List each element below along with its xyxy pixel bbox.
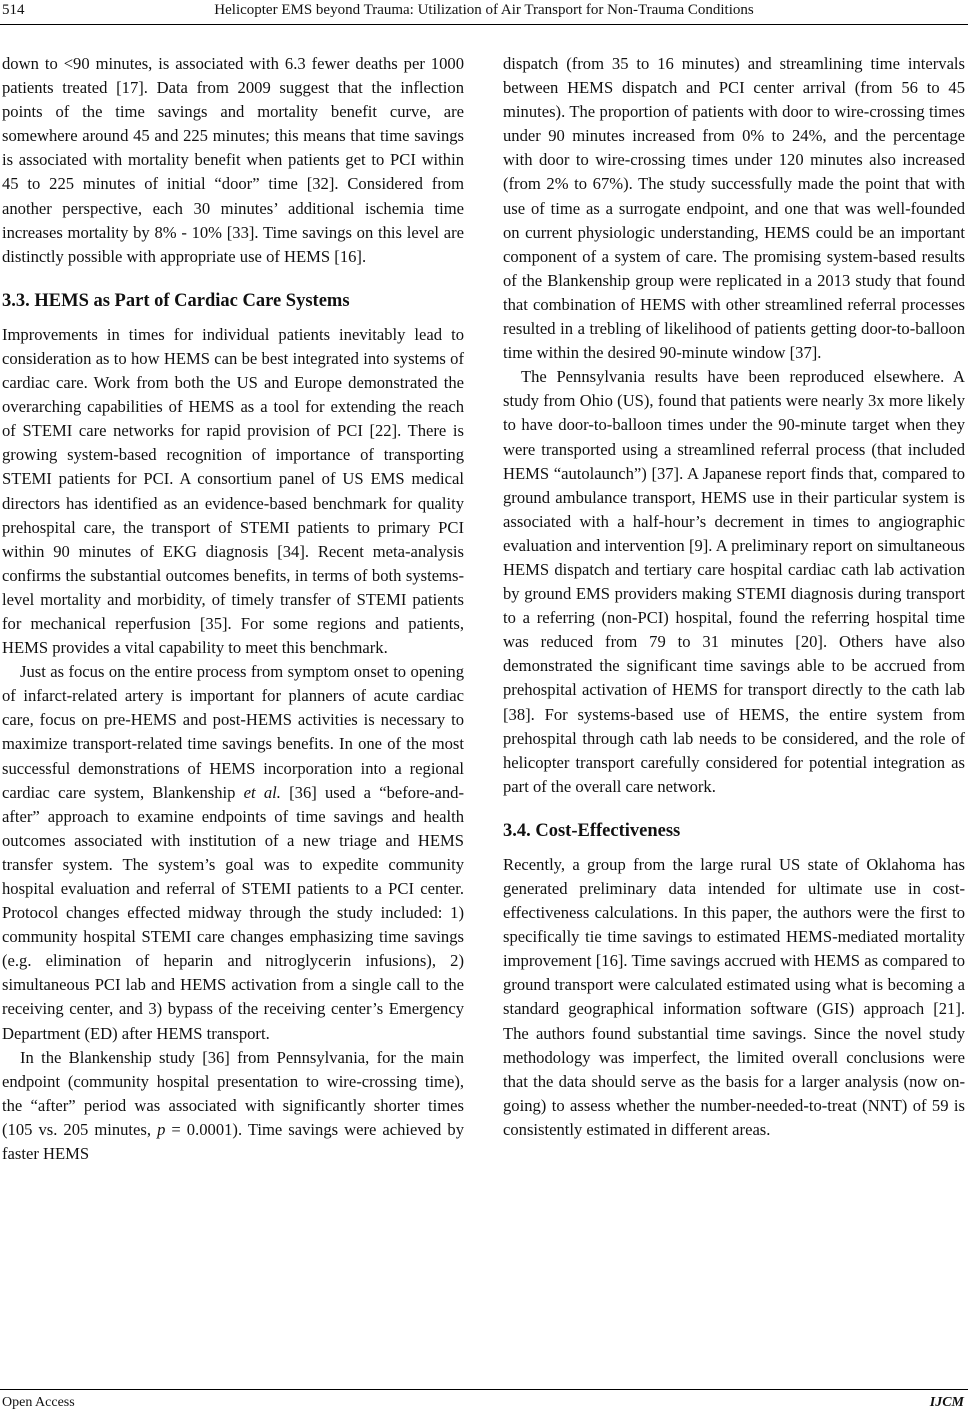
right-paragraph-2: The Pennsylvania results have been reproduced elsewhere. A study from Ohio (US), found that patients were nearly 3x more likely to have door-to-balloon times under the 90-minute target when they were transported using a streamlined referral process (that included HEMS “autolaunch”) [37]. A Japanese report finds that, compared to ground ambulance transport, HEMS use in their particular system is associated with a half-hour’s decrement in times to angiographic evaluation and intervention [9]. A preliminary report on simultaneous HEMS dispatch and tertiary care hospital cardiac cath lab activation by ground EMS providers making STEMI diagnosis during transport to a referring (non-PCI) hospital, found the referring hospital time was reduced from 79 to 31 minutes [20]. Others have also demonstrated the significant time savings able to be accrued from prehospital activation of HEMS for transport directly to the cath lab [38]. For systems-based use of HEMS, the entire system from prehospital through cath lab needs to be considered, and the role of helicopter transport carefully considered for potential integration as part of the overall care network. [503, 367, 965, 796]
section-heading-3-4: 3.4. Cost-Effectiveness [503, 820, 681, 841]
journal-abbreviation: IJCM [929, 1395, 964, 1410]
running-title: Helicopter EMS beyond Trauma: Utilization of Air Transport for Non-Trauma Conditions [214, 2, 754, 18]
page-number: 514 [2, 2, 25, 18]
left-paragraph-3-italic: et al. [243, 782, 281, 802]
left-paragraph-3-text: Just as focus on the entire process from symptom onset to opening of infarct-related artery is important for planners of acute cardiac care, focus on pre-HEMS and post-HEMS activities is necessary to maximize transport-related time savings benefits. In one of the most successful demonstrations of HEMS incorporation into a regional cardiac care system, Blankenship [2, 662, 464, 802]
left-paragraph-4-rest: = 0.0001). Time savings were achieved by faster HEMS [2, 1119, 464, 1164]
right-paragraph-1: dispatch (from 35 to 16 minutes) and streamlining time intervals between HEMS dispatch and PCI center arrival (from 56 to 45 minutes). The proportion of patients with door to wire-crossing times under 90 minutes increased from 0% to 24%, and the percentage with door to wire-crossing times under 120 minutes also increased (from 2% to 67%). The study successfully made the point that with use of time as a surrogate endpoint, and one that was well-founded on current physiologic understanding, HEMS could be an important component of a system of care. The promising system-based results of the Blankenship group were replicated in a 2013 study that found that combination of HEMS with other streamlined referral processes resulted in a trebling of likelihood of patients getting door-to-balloon time within the desired 90-minute window [37]. [503, 54, 965, 363]
page-footer [0, 1393, 968, 1414]
footer-rule [0, 1389, 968, 1390]
left-paragraph-2: Improvements in times for individual patients inevitably lead to consideration as to how HEMS can be best integrated into systems of cardiac care. Work from both the US and Europe demonstrated the overarching capabilities of HEMS as a tool for extending the reach of STEMI care networks for rapid provision of PCI [22]. There is growing system-based recognition of importance of transporting STEMI patients for PCI. A consortium panel of US EMS medical directors has identified as an evidence-based benchmark for quality prehospital care, the transport of STEMI patients to primary PCI within 90 minutes of EKG diagnosis [34]. Recent meta-analysis confirms the substantial outcomes benefits, in terms of both systems-level mortality and morbidity, of timely transfer of STEMI patients for mechanical reperfusion [35]. For some regions and patients, HEMS provides a vital capability to meet this benchmark. [2, 324, 464, 658]
left-paragraph-1: down to <90 minutes, is associated with 6.3 fewer deaths per 1000 patients treated [17]. Data from 2009 suggest that the inflection points of the time savings and mortality benefit curve, are somewhere around 45 and 225 minutes; this means that time savings is associated with mortality benefit when patients get to PCI within 45 to 225 minutes of initial “door” time [32]. Considered from another perspective, each 30 minutes’ additional ischemia time increases mortality by 8% - 10% [33]. Time savings on this level are distinctly possible with appropriate use of HEMS [16]. [2, 54, 464, 266]
section-heading-3-3: 3.3. HEMS as Part of Cardiac Care Systems [2, 290, 350, 311]
left-paragraph-4 [2, 1046, 464, 1166]
right-column [503, 52, 965, 1142]
left-paragraph-3 [2, 660, 464, 1046]
left-paragraph-4-italic: p [157, 1119, 166, 1139]
page-header [0, 0, 968, 24]
left-paragraph-3-rest: [36] used a “before-and-after” approach to examine endpoints of time savings and health outcomes associated with institution of a new triage and HEMS transfer system. The system’s goal was to expedite community hospital evaluation and referral of STEMI patients to a PCI center. Protocol changes effected midway through the study included: 1) community hospital STEMI care changes emphasizing time savings (e.g. elimination of heparin and nitroglycerin infusions), 2) simultaneous PCI lab and HEMS activation from a single call to the receiving center, and 3) bypass of the receiving center’s Emergency Department (ED) after HEMS transport. [2, 782, 464, 1043]
left-paragraph-4-text: In the Blankenship study [36] from Pennsylvania, for the main endpoint (community hospital presentation to wire-crossing time), the “after” period was associated with significantly shorter times (105 vs. 205 minutes, [2, 1047, 464, 1139]
header-rule [0, 24, 968, 25]
left-column [2, 52, 464, 1166]
open-access-label: Open Access [2, 1395, 75, 1410]
right-paragraph-3: Recently, a group from the large rural US state of Oklahoma has generated preliminary data intended for ultimate use in cost-effectiveness calculations. In this paper, the authors were the first to specifically tie time savings to estimated HEMS-mediated mortality improvement [16]. Time savings accrued with HEMS as compared to ground transport were calculated estimated using what is becoming a standard geographical information software (GIS) approach [21]. The authors found substantial time savings. Since the novel study methodology was imperfect, the limited overall conclusions were that the data should serve as the basis for a larger analysis (now ongoing) to assess whether the number-needed-to-treat (NNT) of 59 is consistently estimated in different areas. [503, 854, 965, 1139]
